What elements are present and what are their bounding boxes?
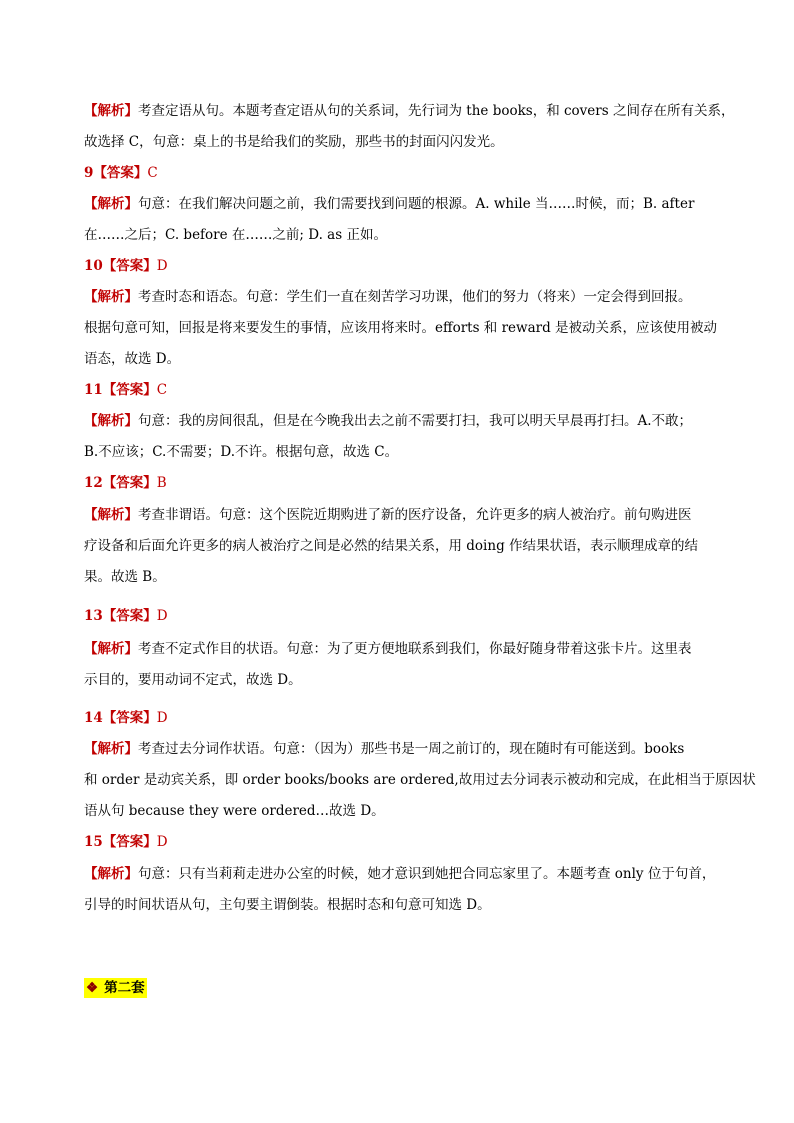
question-number: 13 [84,608,103,624]
answer-line [84,708,714,728]
question-number: 12 [84,475,103,491]
analysis-line [84,895,714,915]
analysis-line [84,739,714,759]
analysis-text: 示目的，要用动词不定式，故选 D。 [84,672,302,688]
analysis-tag: 【解析】 [84,103,138,119]
analysis-text: 故选择 C，句意：桌上的书是给我们的奖励，那些书的封面闪闪发光。 [84,134,504,150]
analysis-text: 果。故选 B。 [84,569,166,585]
question-number: 15 [84,834,103,850]
analysis-line [84,349,714,369]
analysis-text: 句意：在我们解决问题之前，我们需要找到问题的根源。A. while 当……时候，而；B. after [138,196,695,212]
analysis-text: 考查过去分词作状语。句意：（因为）那些书是一周之前订的，现在随时有可能送到。books [138,741,685,757]
analysis-text: B.不应该；C.不需要；D.不许。根据句意，故选 C。 [84,444,399,460]
question-number: 9 [84,165,94,181]
answer-tag: 【答案】 [102,834,157,850]
analysis-line [84,864,714,884]
analysis-tag: 【解析】 [84,507,138,523]
analysis-tag: 【解析】 [84,196,138,212]
analysis-line [84,801,714,821]
answer-tag: 【答案】 [102,710,157,726]
answer-value: B [156,475,167,491]
analysis-text: 疗设备和后面允许更多的病人被治疗之间是必然的结果关系，用 doing 作结果状语，表示顺理成章的结 [84,538,699,554]
analysis-text: 句意：我的房间很乱，但是在今晚我出去之前不需要打扫，我可以明天早晨再打扫。A.不敢； [138,413,693,429]
section-heading [84,978,147,998]
answer-line [84,606,714,626]
analysis-text: 语从句 because they were ordered…故选 D。 [84,803,385,819]
analysis-tag: 【解析】 [84,741,138,757]
analysis-line [84,670,714,690]
analysis-line [84,536,714,556]
answer-tag: 【答案】 [102,475,157,491]
analysis-tag: 【解析】 [84,866,138,882]
analysis-line [84,411,714,431]
analysis-line [84,639,714,659]
question-number: 11 [84,382,103,398]
answer-value: D [156,834,168,850]
analysis-line [84,194,714,214]
analysis-line [84,505,714,525]
analysis-line [84,225,714,245]
analysis-line [84,287,714,307]
diamond-icon: ❖ [86,980,99,996]
analysis-text: 根据句意可知，回报是将来要发生的事情，应该用将来时。efforts 和 reward 是被动关系，应该使用被动 [84,320,718,336]
answer-value: D [156,710,168,726]
analysis-line [84,770,756,790]
answer-tag: 【答案】 [102,608,157,624]
question-number: 14 [84,710,103,726]
analysis-line [84,567,714,587]
analysis-text: 句意：只有当莉莉走进办公室的时候，她才意识到她把合同忘家里了。本题考查 only 位于句首， [138,866,716,882]
answer-line [84,256,714,276]
analysis-tag: 【解析】 [84,413,138,429]
answer-line [84,473,714,493]
question-number: 10 [84,258,103,274]
analysis-text: 考查非谓语。句意：这个医院近期购进了新的医疗设备，允许更多的病人被治疗。前句购进医 [138,507,692,523]
analysis-text: 语态，故选 D。 [84,351,181,367]
analysis-tag: 【解析】 [84,641,138,657]
analysis-text: 在……之后；C. before 在……之前; D. as 正如。 [84,227,387,243]
analysis-text: 考查时态和语态。句意：学生们一直在刻苦学习功课，他们的努力（将来）一定会得到回报。 [138,289,692,305]
analysis-line [84,101,735,121]
answer-tag: 【答案】 [93,165,148,181]
analysis-tag: 【解析】 [84,289,138,305]
answer-value: D [156,258,168,274]
answer-tag: 【答案】 [102,258,157,274]
analysis-text: 考查定语从句。本题考查定语从句的关系词，先行词为 the books，和 covers 之间存在所有关系， [138,103,735,119]
answer-line [84,380,714,400]
analysis-line [84,442,714,462]
answer-value: D [156,608,168,624]
analysis-text: 和 order 是动宾关系，即 order books/books are ordered,故用过去分词表示被动和完成，在此相当于原因状 [84,772,756,788]
answer-tag: 【答案】 [102,382,157,398]
answer-line [84,163,714,183]
answer-value: C [147,165,158,181]
analysis-line [84,318,718,338]
section-title: 第二套 [104,980,145,996]
analysis-text: 引导的时间状语从句，主句要主谓倒装。根据时态和句意可知选 D。 [84,897,491,913]
analysis-line [84,132,714,152]
answer-line [84,832,714,852]
analysis-text: 考查不定式作目的状语。句意：为了更方便地联系到我们，你最好随身带着这张卡片。这里表 [138,641,692,657]
answer-value: C [156,382,168,398]
